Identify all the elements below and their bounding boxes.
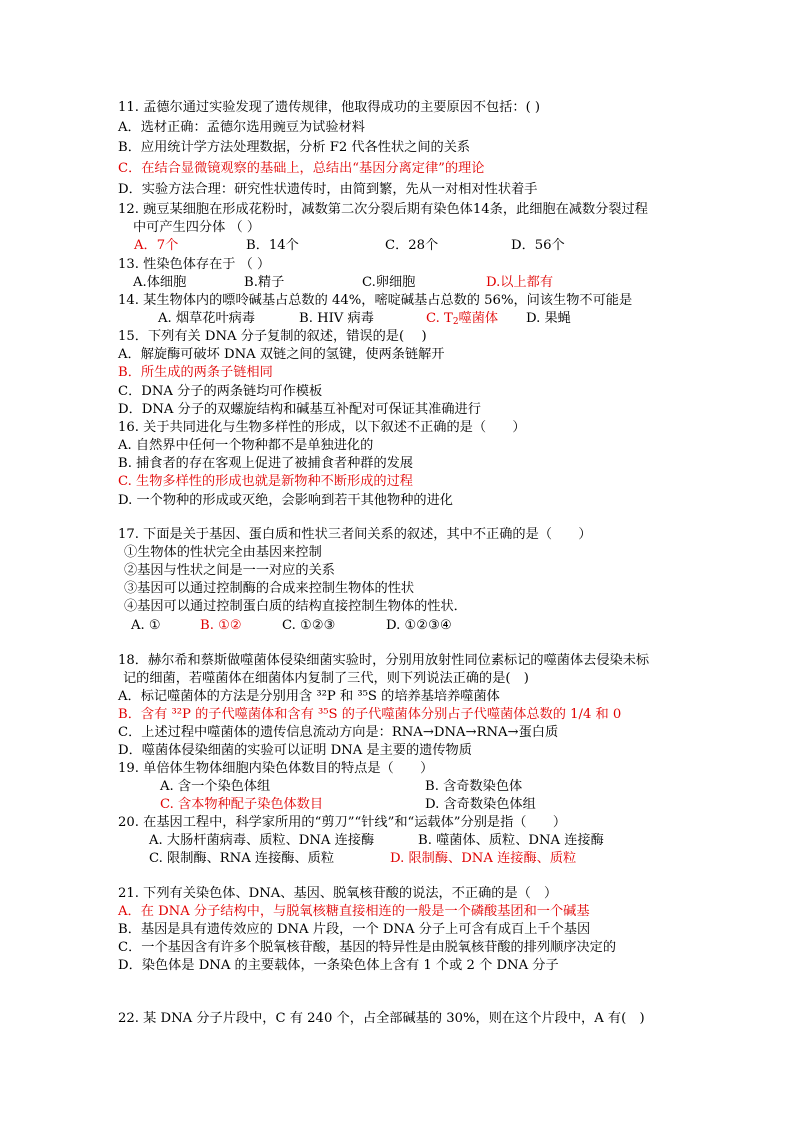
q15-option-c: C．DNA 分子的两条链均可作模板 [118, 384, 323, 399]
q18-option-a: A．标记噬菌体的方法是分别用含 ³²P 和 ³⁵S 的培养基培养噬菌体 [118, 689, 500, 704]
q18-option-d: D．噬菌体侵染细菌的实验可以证明 DNA 是主要的遗传物质 [118, 743, 472, 758]
q11-option-b: B．应用统计学方法处理数据，分析 F2 代各性状之间的关系 [118, 140, 471, 155]
q12-option-a-answer: A．7个 [134, 238, 179, 253]
q18-option-b-answer: B．含有 ³²P 的子代噬菌体和含有 ³⁵S 的子代噬菌体分别占子代噬菌体总数的 1/4 和 0 [118, 707, 622, 722]
q16-option-a: A. 自然界中任何一个物种都不是单独进化的 [118, 438, 374, 453]
q16-option-d: D. 一个物种的形成或灭绝，会影响到若干其他物种的进化 [118, 493, 453, 508]
q18-option-c: C．上述过程中噬菌体的遗传信息流动方向是：RNA→DNA→RNA→蛋白质 [118, 725, 559, 740]
q18-stem-line2: 记的细菌，若噬菌体在细菌体内复制了三代，则下列说法正确的是( ) [123, 671, 529, 686]
q15-stem: 15．下列有关 DNA 分子复制的叙述，错误的是( ) [118, 329, 427, 344]
q14-option-d: D. 果蝇 [526, 311, 571, 326]
q15-option-b-answer: B．所生成的两条子链相同 [118, 365, 273, 380]
q11-option-c-answer: C．在结合显微镜观察的基础上，总结出“基因分离定律”的理论 [118, 161, 485, 176]
q21-stem: 21. 下列有关染色体、DNA、基因、脱氧核苷酸的说法，不正确的是（ ） [118, 886, 558, 901]
q20-stem: 20. 在基因工程中，科学家所用的“剪刀”“针线”和“运载体”分别是指（ ） [118, 815, 567, 830]
q19-option-a: A. 含一个染色体组 [160, 779, 271, 794]
q13-option-c: C.卵细胞 [362, 275, 416, 290]
q17-statement-3: ③基因可以通过控制酶的合成来控制生物体的性状 [124, 581, 415, 596]
q22-stem: 22. 某 DNA 分子片段中，C 有 240 个，占全部碱基的 30%，则在这个片段中，A 有( ) [118, 1011, 645, 1026]
q14-option-a: A. 烟草花叶病毒 [158, 311, 256, 326]
q21-option-c: C．一个基因含有许多个脱氧核苷酸，基因的特异性是由脱氧核苷酸的排列顺序决定的 [118, 940, 617, 955]
q12-option-b: B．14个 [246, 238, 299, 253]
q20-option-a: A. 大肠杆菌病毒、质粒、DNA 连接酶 [149, 833, 375, 848]
q14-option-c-suffix: 噬菌体 [458, 311, 499, 326]
q17-option-a: A. ① [131, 618, 161, 633]
q17-statement-2: ②基因与性状之间是一一对应的关系 [124, 563, 335, 578]
q17-option-c: C. ①②③ [282, 618, 336, 633]
q14-option-c-answer [426, 310, 498, 331]
q21-option-a-answer: A．在 DNA 分子结构中，与脱氧核糖直接相连的一般是一个磷酸基团和一个碱基 [118, 904, 590, 919]
q12-stem-line2: 中可产生四分体 （ ） [133, 220, 261, 235]
q11-stem: 11. 孟德尔通过实验发现了遗传规律，他取得成功的主要原因不包括：( ) [118, 100, 541, 115]
q16-option-b: B. 捕食者的存在客观上促进了被捕食者种群的发展 [118, 456, 414, 471]
q15-option-d: D．DNA 分子的双螺旋结构和碱基互补配对可保证其准确进行 [118, 402, 481, 417]
q21-option-b: B．基因是具有遗传效应的 DNA 片段，一个 DNA 分子上可含有成百上千个基因 [118, 922, 591, 937]
q19-stem: 19. 单倍体生物体细胞内染色体数目的特点是（ ） [118, 761, 434, 776]
q14-stem: 14. 某生物体内的嘌呤碱基占总数的 44%，嘧啶碱基占总数的 56%，问该生物不可能是 [118, 293, 633, 308]
q13-option-d-answer: D.以上都有 [486, 275, 554, 290]
q19-option-c-answer: C. 含本物种配子染色体数目 [160, 797, 324, 812]
q17-option-b-answer: B. ①② [200, 618, 242, 633]
q16-stem: 16. 关于共同进化与生物多样性的形成，以下叙述不正确的是（ ） [118, 420, 526, 435]
q14-option-b: B. HIV 病毒 [299, 311, 374, 326]
q19-option-b: B. 含奇数染色体 [425, 779, 523, 794]
q16-option-c-answer: C. 生物多样性的形成也就是新物种不断形成的过程 [118, 474, 413, 489]
q13-option-b: B.精子 [244, 275, 285, 290]
q13-option-a: A.体细胞 [133, 275, 187, 290]
q20-option-b: B. 噬菌体、质粒、DNA 连接酶 [418, 833, 604, 848]
q19-option-d: D. 含奇数染色体组 [425, 797, 536, 812]
q18-stem-line1: 18．赫尔希和蔡斯做噬菌体侵染细菌实验时，分别用放射性同位素标记的噬菌体去侵染未标 [118, 653, 650, 668]
q12-option-d: D．56个 [511, 238, 565, 253]
q17-statement-1: ①生物体的性状完全由基因来控制 [124, 545, 322, 560]
q13-stem: 13. 性染色体存在于 （ ） [118, 257, 271, 272]
q17-stem: 17. 下面是关于基因、蛋白质和性状三者间关系的叙述，其中不正确的是（ ） [118, 527, 592, 542]
q15-option-a: A．解旋酶可破坏 DNA 双链之间的氢键，使两条链解开 [118, 347, 445, 362]
q14-option-c-prefix: C. T [426, 311, 453, 326]
q12-stem-line1: 12. 豌豆某细胞在形成花粉时，减数第二次分裂后期有染色体14条，此细胞在减数分裂过程 [118, 202, 648, 217]
q20-option-c: C. 限制酶、RNA 连接酶、质粒 [149, 851, 335, 866]
q12-option-c: C．28个 [385, 238, 439, 253]
q14-option-c-subscript: 2 [452, 317, 459, 327]
q21-option-d: D．染色体是 DNA 的主要载体，一条染色体上含有 1 个或 2 个 DNA 分子 [118, 958, 559, 973]
q11-option-d: D．实验方法合理：研究性状遗传时，由简到繁，先从一对相对性状着手 [118, 182, 538, 197]
q17-statement-4: ④基因可以通过控制蛋白质的结构直接控制生物体的性状． [124, 599, 467, 614]
q11-option-a: A．选材正确：孟德尔选用豌豆为试验材料 [118, 120, 365, 135]
q20-option-d-answer: D. 限制酶、DNA 连接酶、质粒 [390, 851, 577, 866]
q17-option-d: D. ①②③④ [386, 618, 452, 633]
